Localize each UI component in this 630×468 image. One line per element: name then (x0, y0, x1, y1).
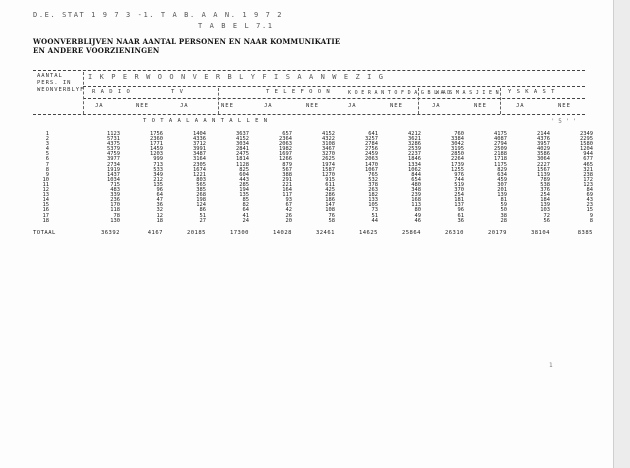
table-cell: 118 (110, 207, 120, 214)
table-cell: 2360 (150, 136, 163, 143)
table-cell: 2509 (494, 146, 507, 153)
title-line-1: WOONVERBLIJVEN NAAR AANTAL PERSONEN EN NAAR KOMMUNIKATIE (33, 37, 341, 46)
table-cell: 459 (497, 176, 507, 183)
data-column (221, 132, 249, 224)
table-cell: 254 (540, 192, 550, 199)
table-cell: 49 (414, 212, 421, 219)
table-cell: 85 (242, 197, 249, 204)
table-cell: 2188 (494, 151, 507, 158)
table-cell: 41 (242, 212, 249, 219)
total-cell: 20179 (487, 230, 507, 236)
table-cell: 96 (457, 207, 464, 214)
divider-stub (83, 72, 84, 114)
row-label: 7 (45, 161, 49, 168)
table-cell: 3957 (537, 141, 550, 148)
table-cell: 533 (153, 166, 163, 173)
table-cell: 61 (457, 212, 464, 219)
table-cell: 3034 (236, 141, 249, 148)
row-label: 10 (42, 176, 49, 183)
table-cell: 1266 (279, 156, 292, 163)
rule-bottom (33, 114, 585, 115)
table-cell: 24 (242, 217, 249, 224)
row-label: 15 (42, 202, 49, 209)
table-cell: 829 (497, 166, 507, 173)
table-cell: 4087 (494, 136, 507, 143)
table-cell: 1739 (451, 161, 464, 168)
table-cell: 133 (368, 197, 378, 204)
table-cell: 23 (586, 202, 593, 209)
table-cell: 3621 (408, 136, 421, 143)
table-cell: 137 (454, 202, 464, 209)
table-cell: 713 (153, 161, 163, 168)
table-cell: 198 (196, 197, 206, 204)
table-cell: 2063 (279, 141, 292, 148)
table-cell: 123 (583, 181, 593, 188)
table-cell: 168 (411, 197, 421, 204)
table-cell: 378 (368, 181, 378, 188)
table-cell: 760 (454, 131, 464, 137)
data-column (135, 132, 163, 224)
table-cell: 5731 (107, 136, 120, 143)
row-label: 6 (45, 156, 49, 163)
table-cell: 59 (500, 202, 507, 209)
row-label: 5 (45, 151, 49, 158)
table-cell: 81 (500, 197, 507, 204)
rule-top (33, 70, 585, 71)
table-cell: 2144 (537, 131, 550, 137)
table-cell: 201 (497, 187, 507, 194)
ja-nee-header: JA (95, 103, 104, 109)
table-cell: 2625 (322, 156, 335, 163)
table-cell: 5379 (107, 146, 120, 153)
table-cell: 611 (325, 181, 335, 188)
table-cell: 3991 (193, 146, 206, 153)
table-cell: 3164 (193, 156, 206, 163)
table-cell: 130 (110, 217, 120, 224)
table-cell: 4322 (322, 136, 335, 143)
data-column (565, 132, 593, 224)
table-cell: 915 (325, 176, 335, 183)
table-cell: 18 (156, 217, 163, 224)
total-cell: 14625 (358, 230, 378, 236)
table-cell: 3977 (107, 156, 120, 163)
table-cell: 976 (454, 171, 464, 178)
table-cell: 1974 (322, 161, 335, 168)
table-cell: 1567 (537, 166, 550, 173)
table-cell: 86 (199, 207, 206, 214)
ja-nee-header: NEE (221, 103, 234, 109)
table-cell: 69 (586, 192, 593, 199)
table-cell: 20 (285, 217, 292, 224)
total-cell: 26310 (444, 230, 464, 236)
table-cell: 113 (411, 202, 421, 209)
ja-nee-header: JA (432, 103, 441, 109)
table-cell: 2784 (365, 141, 378, 148)
table-cell: 538 (540, 181, 550, 188)
table-cell: 47 (156, 197, 163, 204)
table-cell: 1470 (365, 161, 378, 168)
subheader-wasmasjien: W A S M A S J I E N (436, 90, 499, 96)
table-cell: 1697 (279, 151, 292, 158)
page-edge (613, 0, 630, 468)
table-cell: 184 (540, 197, 550, 204)
total-cell: 25864 (401, 230, 421, 236)
row-label: 3 (45, 141, 49, 148)
table-cell: 186 (325, 197, 335, 204)
table-cell: 56 (543, 217, 550, 224)
table-cell: 181 (454, 197, 464, 204)
table-cell: 135 (153, 181, 163, 188)
table-cell: 2734 (107, 161, 120, 168)
ja-nee-header: JA (180, 103, 189, 109)
table-cell: 1062 (408, 166, 421, 173)
table-cell: 44 (371, 217, 378, 224)
data-column (178, 132, 206, 224)
data-column (264, 132, 292, 224)
table-cell: 3586 (537, 151, 550, 158)
table-cell: 105 (368, 202, 378, 209)
row-label: 9 (45, 171, 49, 178)
table-cell: 1123 (107, 131, 120, 137)
table-cell: 9 (589, 212, 593, 219)
table-cell: 349 (153, 171, 163, 178)
table-cell: 999 (153, 156, 163, 163)
row-label: 12 (42, 187, 49, 194)
subheader-tv: T V (171, 89, 184, 95)
table-cell: 483 (110, 187, 120, 194)
table-cell: 2349 (580, 131, 593, 137)
table-cell: 4212 (408, 131, 421, 137)
data-column (92, 132, 120, 224)
table-cell: 1674 (193, 166, 206, 173)
table-cell: 744 (454, 176, 464, 183)
table-cell: 519 (454, 181, 464, 188)
table-cell: 3487 (193, 151, 206, 158)
table-cell: 36 (457, 217, 464, 224)
table-cell: 82 (242, 202, 249, 209)
table-cell: 1139 (537, 171, 550, 178)
table-cell: 2794 (494, 141, 507, 148)
table-cell: 194 (239, 187, 249, 194)
row-label: 1 (45, 131, 49, 137)
table-cell: 42 (285, 207, 292, 214)
ja-nee-header: NEE (558, 103, 571, 109)
table-cell: 1270 (322, 171, 335, 178)
table-cell: 236 (110, 197, 120, 204)
table-cell: 291 (282, 176, 292, 183)
table-cell: 27 (199, 217, 206, 224)
table-cell: 376 (540, 187, 550, 194)
table-cell: 443 (239, 176, 249, 183)
row-label: 4 (45, 146, 49, 153)
data-column (350, 132, 378, 224)
table-cell: 1919 (107, 166, 120, 173)
table-cell: 8 (589, 217, 593, 224)
table-cell: 2227 (537, 161, 550, 168)
total-cell: 4167 (147, 230, 163, 236)
subheader-yskast: Y S K A S T (508, 89, 556, 95)
table-cell: 1982 (279, 146, 292, 153)
table-cell: 1718 (494, 156, 507, 163)
table-cell: 117 (282, 192, 292, 199)
table-cell: 677 (583, 156, 593, 163)
table-cell: 3064 (537, 156, 550, 163)
table-cell: 73 (371, 207, 378, 214)
subheader-radio: R A D I O (92, 89, 131, 95)
divider-radio-tv (218, 88, 219, 114)
table-cell: 147 (325, 202, 335, 209)
table-cell: 388 (282, 171, 292, 178)
subheader-koerant: K O E R A N T O F D A G B L A D (348, 90, 451, 96)
table-cell: 654 (411, 176, 421, 183)
group-header: I K P E R W O O N V E R B L Y F I S A A N W E Z I G (88, 73, 385, 81)
table-cell: 715 (110, 181, 120, 188)
table-cell: 80 (414, 207, 421, 214)
table-cell: 2305 (193, 161, 206, 168)
data-column (436, 132, 464, 224)
row-label: 16 (42, 207, 49, 214)
table-cell: 135 (239, 192, 249, 199)
ja-nee-header: JA (264, 103, 273, 109)
table-cell: 2459 (365, 151, 378, 158)
table-cell: 3108 (322, 141, 335, 148)
total-label: TOTAAL (33, 230, 56, 236)
table-cell: 64 (242, 207, 249, 214)
total-cell: 20185 (186, 230, 206, 236)
table-cell: 2841 (236, 146, 249, 153)
top-header-left: D.E. STAT 1 9 7 3 -1. T A B. A A N. 1 9 7 2 (33, 11, 284, 19)
table-cell: 3467 (322, 146, 335, 153)
table-cell: 1437 (107, 171, 120, 178)
table-cell: 1334 (408, 161, 421, 168)
table-cell: 4376 (537, 136, 550, 143)
table-cell: 51 (199, 212, 206, 219)
table-cell: 4759 (107, 151, 120, 158)
ja-nee-header: JA (516, 103, 525, 109)
ja-nee-header: NEE (306, 103, 319, 109)
table-cell: 879 (282, 161, 292, 168)
table-cell: 4152 (322, 131, 335, 137)
row-label: 18 (42, 217, 49, 224)
table-cell: 4152 (236, 136, 249, 143)
table-cell: 263 (368, 187, 378, 194)
table-cell: 182 (368, 192, 378, 199)
table-cell: 4029 (537, 146, 550, 153)
table-cell: 1846 (408, 156, 421, 163)
ja-nee-header: NEE (136, 103, 149, 109)
table-cell: 1771 (150, 141, 163, 148)
table-cell: 2475 (236, 151, 249, 158)
table-cell: 58 (328, 217, 335, 224)
rule-mid (83, 86, 585, 87)
row-label: 2 (45, 136, 49, 143)
table-cell: 1814 (236, 156, 249, 163)
row-labels-column (31, 132, 49, 224)
table-cell: 50 (500, 207, 507, 214)
table-cell: 2264 (451, 156, 464, 163)
table-cell: 78 (113, 212, 120, 219)
section-label: T O T A A L A A N T A L L E N (143, 118, 269, 124)
table-cell: 164 (282, 187, 292, 194)
stub-header-3: WEONVERBLYF (37, 87, 85, 93)
title-line-2: EN ANDERE VOORZIENINGEN (33, 46, 160, 55)
table-cell: 170 (110, 202, 120, 209)
table-cell: 93 (285, 197, 292, 204)
table-cell: 1203 (150, 151, 163, 158)
table-cell: 254 (454, 192, 464, 199)
table-cell: 321 (583, 166, 593, 173)
table-cell: 96 (156, 187, 163, 194)
table-cell: 268 (196, 192, 206, 199)
table-cell: 1034 (107, 176, 120, 183)
table-cell: 604 (239, 171, 249, 178)
table-cell: 172 (583, 176, 593, 183)
ja-nee-header: NEE (390, 103, 403, 109)
table-cell: 565 (196, 181, 206, 188)
margin-scribble: 1 (549, 362, 553, 369)
table-cell: 26 (285, 212, 292, 219)
table-cell: 789 (540, 176, 550, 183)
table-cell: 1404 (193, 131, 206, 137)
stub-header-1: AANTAL (37, 73, 63, 79)
row-label: 11 (42, 181, 49, 188)
divider-yskast (500, 88, 501, 114)
table-cell: 239 (411, 192, 421, 199)
table-cell: 12 (156, 212, 163, 219)
table-cell: 4336 (193, 136, 206, 143)
table-cell: 221 (282, 181, 292, 188)
data-column (522, 132, 550, 224)
table-cell: 36 (156, 202, 163, 209)
total-cell: 8385 (577, 230, 593, 236)
table-cell: 532 (368, 176, 378, 183)
table-cell: 2295 (580, 136, 593, 143)
table-cell: 28 (500, 217, 507, 224)
table-cell: 1221 (193, 171, 206, 178)
row-label: 8 (45, 166, 49, 173)
data-column (479, 132, 507, 224)
table-cell: 139 (497, 192, 507, 199)
table-cell: 72 (543, 212, 550, 219)
table-cell: 1175 (494, 161, 507, 168)
table-cell: 425 (325, 187, 335, 194)
table-cell: 480 (411, 181, 421, 188)
table-cell: 765 (368, 171, 378, 178)
table-cell: 634 (497, 171, 507, 178)
table-cell: 307 (497, 181, 507, 188)
total-cell: 36392 (100, 230, 120, 236)
table-cell: 103 (540, 207, 550, 214)
table-cell: 348 (411, 187, 421, 194)
row-label: 17 (42, 212, 49, 219)
table-cell: 238 (583, 171, 593, 178)
table-cell: 286 (325, 192, 335, 199)
table-cell: 108 (325, 207, 335, 214)
ja-nee-header: NEE (474, 103, 487, 109)
table-cell: 139 (540, 202, 550, 209)
margin-mark: ' 5 ' ' (551, 118, 577, 125)
table-cell: 1128 (236, 161, 249, 168)
table-cell: 2756 (365, 146, 378, 153)
table-cell: 2539 (408, 146, 421, 153)
table-cell: 4175 (494, 131, 507, 137)
table-cell: 3384 (451, 136, 464, 143)
table-cell: 51 (371, 212, 378, 219)
top-header-table-no: T A B E L 7.1 (198, 22, 274, 30)
table-cell: 2364 (279, 136, 292, 143)
data-column (393, 132, 421, 224)
table-cell: 3270 (322, 151, 335, 158)
table-cell: 76 (328, 212, 335, 219)
table-cell: 370 (454, 187, 464, 194)
table-cell: 1255 (451, 166, 464, 173)
table-cell: 1580 (580, 141, 593, 148)
table-cell: 3195 (451, 146, 464, 153)
table-cell: 32 (156, 207, 163, 214)
table-cell: 944 (583, 151, 593, 158)
table-cell: 3712 (193, 141, 206, 148)
table-cell: 3042 (451, 141, 464, 148)
table-cell: 124 (196, 202, 206, 209)
table-cell: 385 (196, 187, 206, 194)
table-cell: 1587 (322, 166, 335, 173)
table-cell: 15 (586, 207, 593, 214)
ja-nee-header: JA (348, 103, 357, 109)
table-cell: 212 (153, 176, 163, 183)
table-cell: 3637 (236, 131, 249, 137)
table-cell: 67 (285, 202, 292, 209)
table-cell: 43 (586, 197, 593, 204)
table-cell: 64 (156, 192, 163, 199)
table-cell: 38 (500, 212, 507, 219)
stub-header-2: PERS. IN (37, 80, 72, 86)
table-cell: 3286 (408, 141, 421, 148)
table-cell: 84 (586, 187, 593, 194)
table-cell: 1459 (150, 146, 163, 153)
data-column (307, 132, 335, 224)
total-cell: 38104 (530, 230, 550, 236)
row-label: 14 (42, 197, 49, 204)
table-cell: 844 (411, 171, 421, 178)
table-cell: 46 (414, 217, 421, 224)
table-cell: 803 (196, 176, 206, 183)
table-cell: 2063 (365, 156, 378, 163)
table-cell: 825 (239, 166, 249, 173)
table-cell: 2850 (451, 151, 464, 158)
table-cell: 657 (282, 131, 292, 137)
table-cell: 2237 (408, 151, 421, 158)
table-cell: 567 (282, 166, 292, 173)
table-cell: 285 (239, 181, 249, 188)
table-cell: 465 (583, 161, 593, 168)
table-cell: 339 (110, 192, 120, 199)
total-cell: 14028 (272, 230, 292, 236)
table-cell: 1067 (365, 166, 378, 173)
subheader-telefoon: T E L E F O O N (266, 89, 331, 95)
table-cell: 1756 (150, 131, 163, 137)
rule-sub (83, 98, 585, 99)
table-cell: 4375 (107, 141, 120, 148)
total-cell: 17300 (229, 230, 249, 236)
total-cell: 32461 (315, 230, 335, 236)
table-cell: 641 (368, 131, 378, 137)
table-cell: 3257 (365, 136, 378, 143)
row-label: 13 (42, 192, 49, 199)
table-cell: 1204 (580, 146, 593, 153)
